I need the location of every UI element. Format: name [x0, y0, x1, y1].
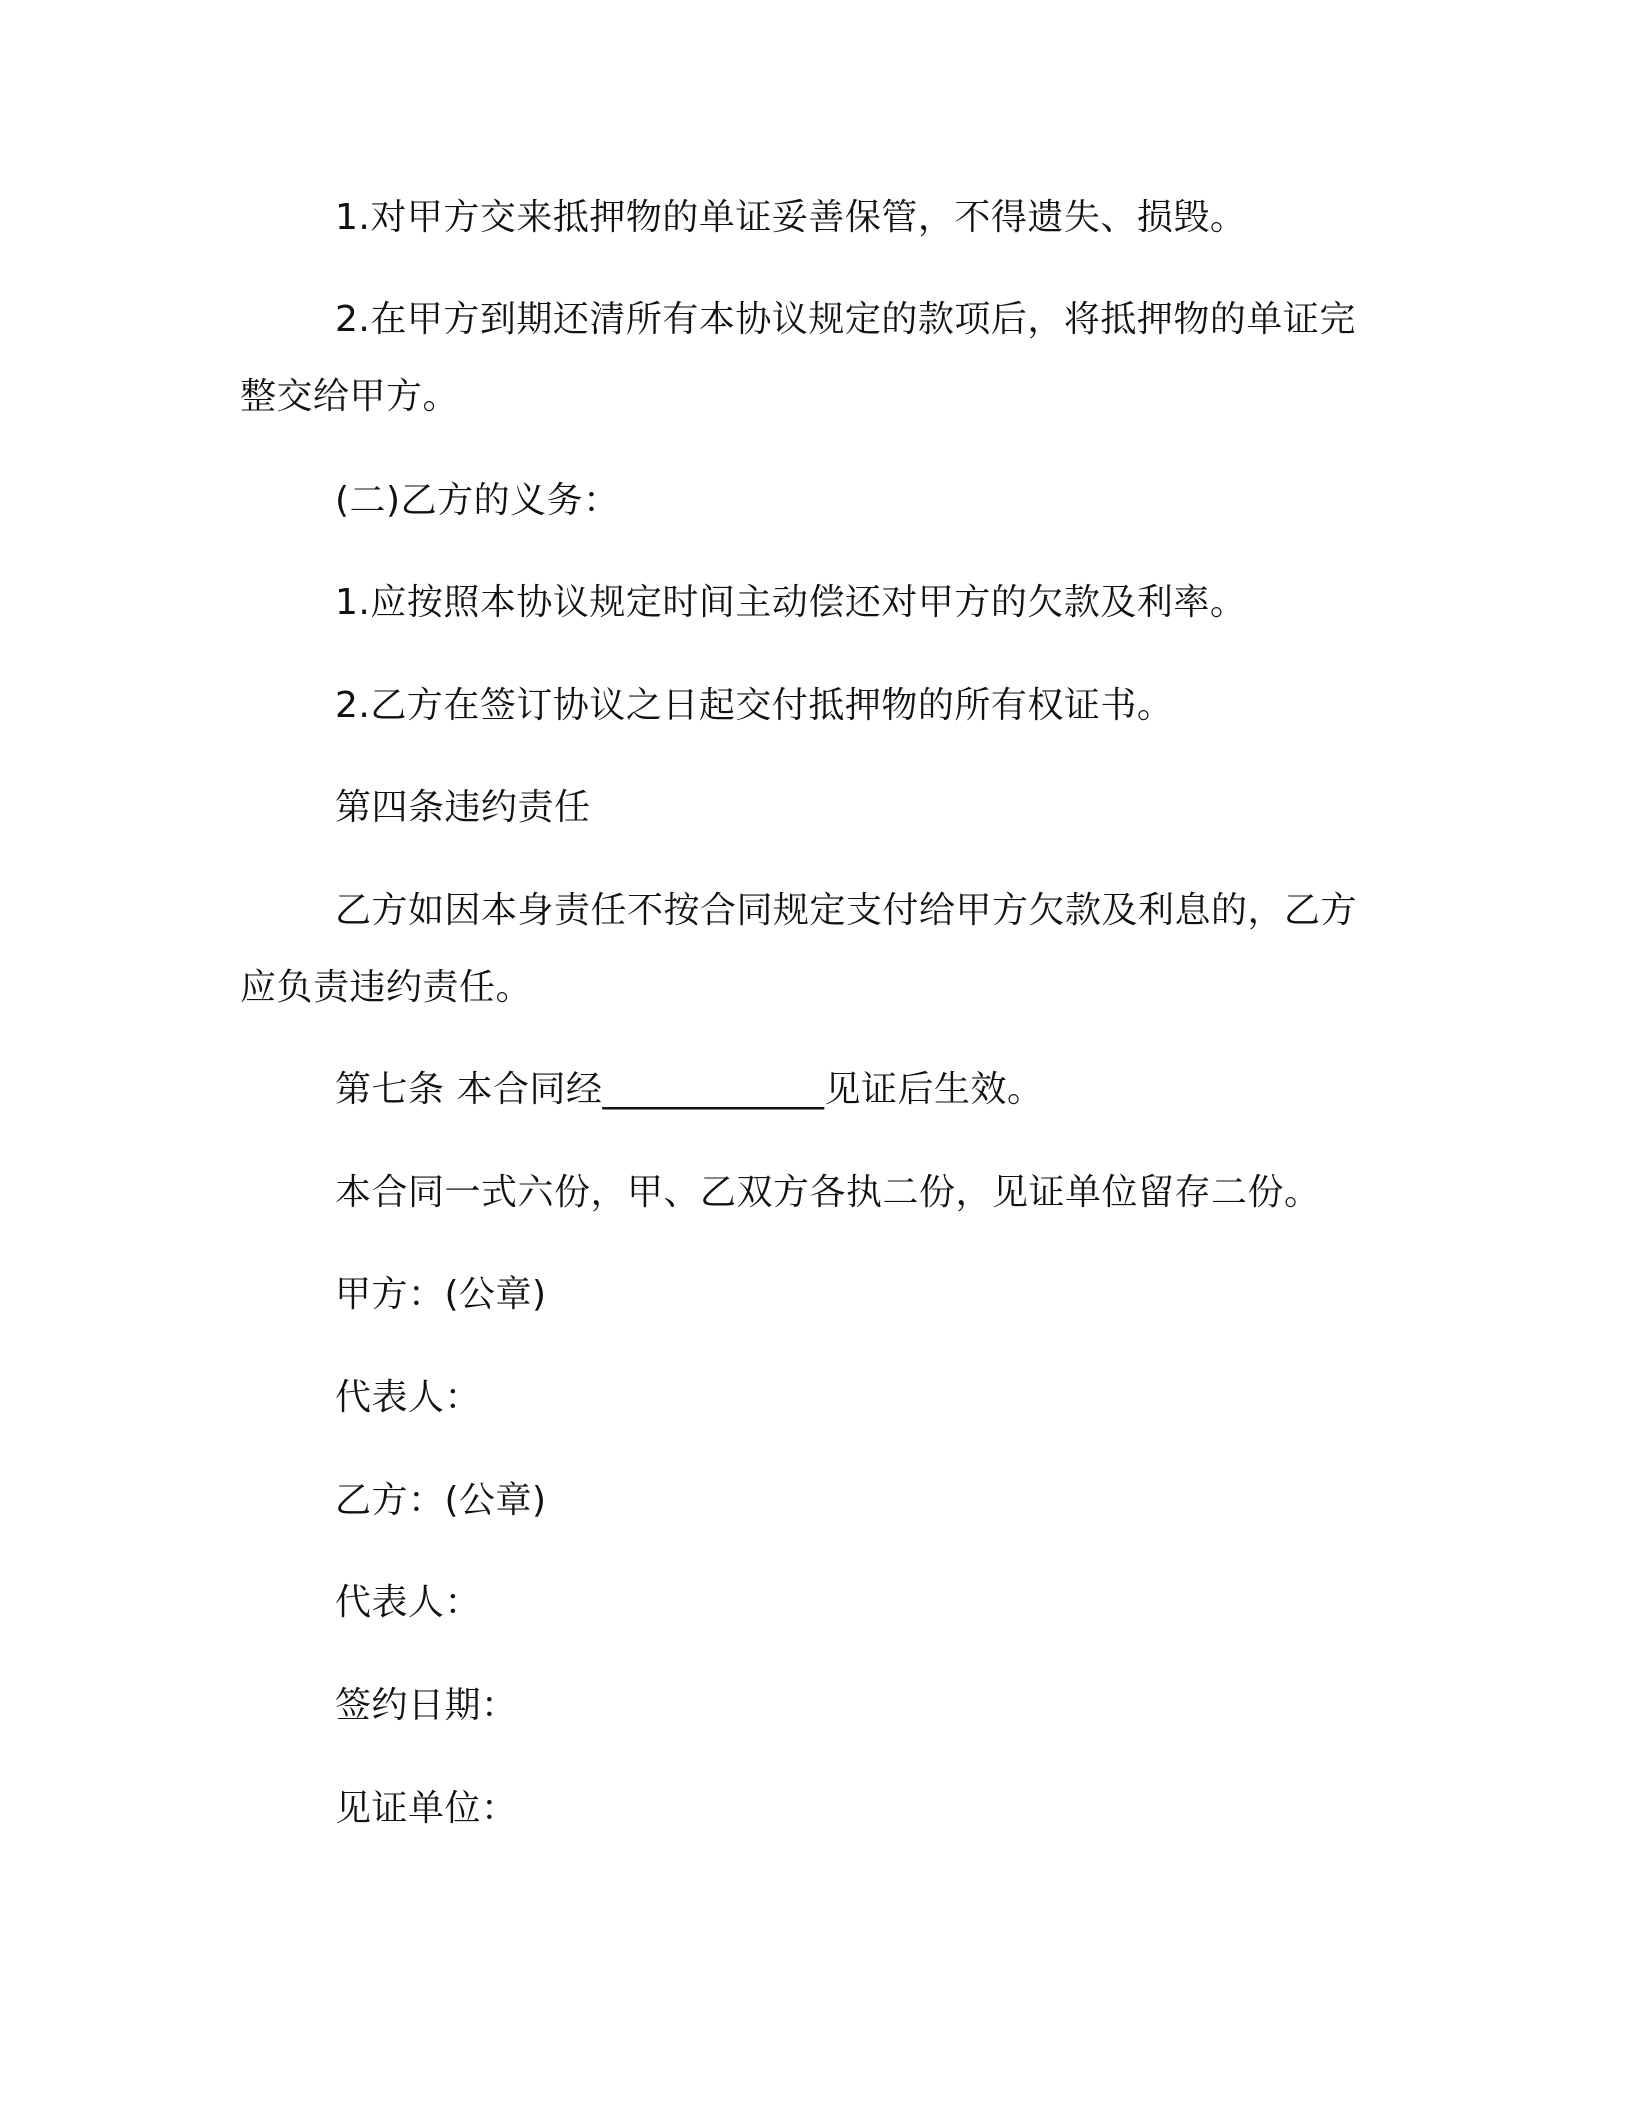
- signature-date: 签约日期：: [335, 1685, 518, 1726]
- article-4-body-line1: 乙方如因本身责任不按合同规定支付给甲方欠款及利息的，乙方: [335, 890, 1358, 931]
- clause-item-1-keep-documents: 1.对甲方交来抵押物的单证妥善保管，不得遗失、损毁。: [335, 197, 1247, 238]
- clause-item-2-return-documents-line2: 整交给甲方。: [240, 376, 460, 417]
- clause-item-2-return-documents-line1: 2.在甲方到期还清所有本协议规定的款项后，将抵押物的单证完: [335, 299, 1356, 340]
- section-heading-party-b-obligations: (二)乙方的义务：: [335, 480, 620, 521]
- signature-party-a-representative: 代表人：: [335, 1377, 482, 1418]
- article-4-body-line2: 应负责违约责任。: [240, 967, 533, 1008]
- signature-party-b: 乙方：(公章): [335, 1480, 547, 1521]
- obligation-item-2-deliver-certificate: 2.乙方在签订协议之日起交付抵押物的所有权证书。: [335, 685, 1174, 726]
- article-4-heading: 第四条违约责任: [335, 787, 591, 828]
- article-7-effective-clause: 第七条 本合同经____________见证后生效。: [335, 1069, 1044, 1110]
- copies-clause: 本合同一式六份，甲、乙双方各执二份，见证单位留存二份。: [335, 1172, 1321, 1213]
- signature-party-b-representative: 代表人：: [335, 1582, 482, 1623]
- signature-party-a: 甲方：(公章): [335, 1274, 547, 1315]
- signature-witness-unit: 见证单位：: [335, 1788, 518, 1829]
- obligation-item-1-repay: 1.应按照本协议规定时间主动偿还对甲方的欠款及利率。: [335, 582, 1247, 623]
